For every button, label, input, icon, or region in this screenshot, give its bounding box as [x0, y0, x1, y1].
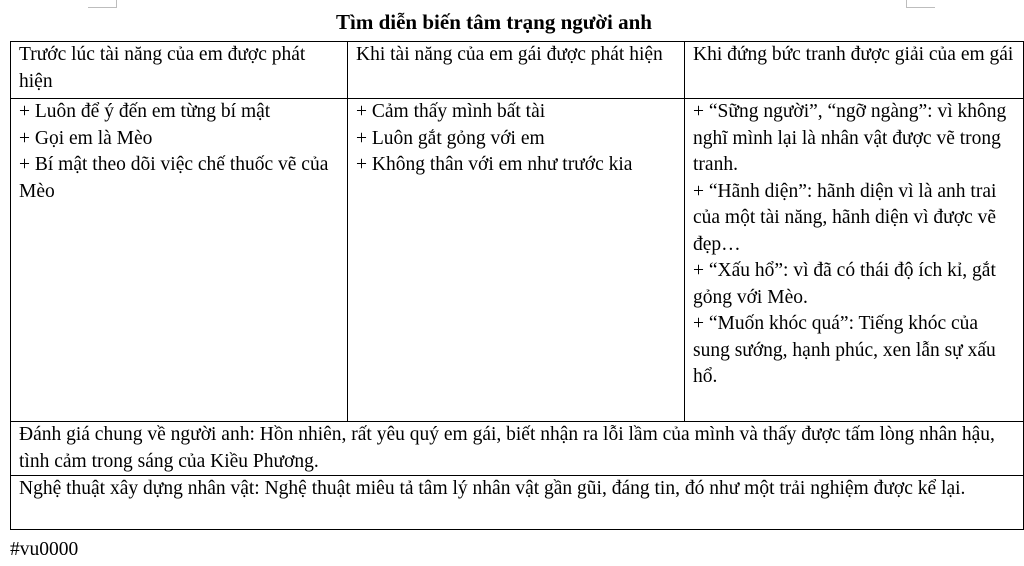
table-art-row [11, 476, 1024, 530]
header-cell-before: Trước lúc tài năng của em được phát hiện [11, 42, 348, 99]
list-item: + “Xấu hổ”: vì đã có thái độ ích kỉ, gắt gỏng với Mèo. [693, 260, 996, 308]
footer-hashtag: #vu0000 [10, 539, 79, 560]
summary-cell: Đánh giá chung về người anh: Hồn nhiên, rất yêu quý em gái, biết nhận ra lỗi lầm của mình và thấy được tấm lòng nhân hậu, tình cảm trong sáng của Kiều Phương. [11, 422, 1024, 476]
table-content-row [11, 99, 1024, 422]
list-item: + Luôn để ý đến em từng bí mật [19, 101, 271, 122]
header-cell-discovered: Khi tài năng của em gái được phát hiện [348, 42, 685, 99]
mood-table [10, 41, 1024, 530]
header-cell-painting: Khi đứng bức tranh được giải của em gái [685, 42, 1024, 99]
table-summary-row [11, 422, 1024, 476]
page-title: Tìm diễn biến tâm trạng người anh [336, 10, 652, 34]
list-item: + Luôn gắt gỏng với em [356, 127, 545, 149]
page-corner-mark-right [906, 0, 935, 8]
art-cell: Nghệ thuật xây dựng nhân vật: Nghệ thuật miêu tả tâm lý nhân vật gần gũi, đáng tin, đó như một trải nghiệm được kể lại. [11, 476, 1024, 530]
list-item: + Bí mật theo dõi việc chế thuốc vẽ của Mèo [19, 154, 329, 202]
table-header-row [11, 42, 1024, 99]
list-item: + Cảm thấy mình bất tài [356, 101, 546, 122]
content-cell-painting [685, 99, 1024, 422]
list-item: + “Muốn khóc quá”: Tiếng khóc của sung sướng, hạnh phúc, xen lẫn sự xấu hổ. [693, 313, 996, 387]
content-cell-discovered [348, 99, 685, 422]
list-item: + “Sững người”, “ngỡ ngàng”: vì không nghĩ mình lại là nhân vật được vẽ trong tranh. [693, 101, 1007, 175]
list-item: + “Hãnh diện”: hãnh diện vì là anh trai của một tài năng, hãnh diện vì được vẽ đẹp… [693, 180, 997, 255]
list-item: + Không thân với em như trước kia [356, 154, 633, 175]
page-corner-mark-left [88, 0, 117, 8]
content-cell-before [11, 99, 348, 422]
list-item: + Gọi em là Mèo [19, 127, 153, 149]
